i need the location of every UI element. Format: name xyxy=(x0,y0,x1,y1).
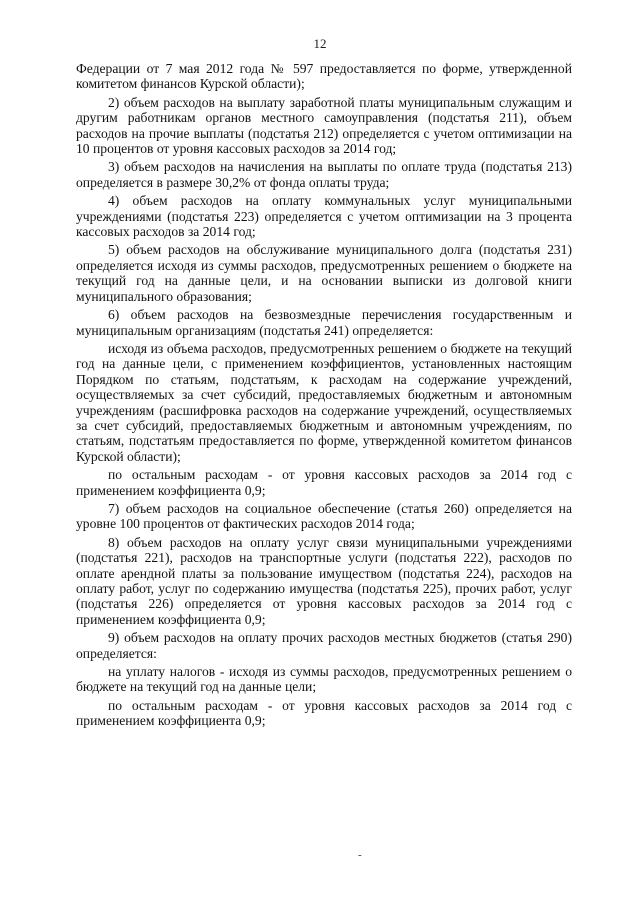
paragraph-13: по остальным расходам - от уровня кассовых расходов за 2014 год с применением коэффициента 0,9; xyxy=(76,697,572,729)
paragraph-9: 7) объем расходов на социальное обеспечение (статья 260) определяется на уровне 100 процентов от фактических расходов 2014 года; xyxy=(76,500,572,532)
paragraph-4: 4) объем расходов на оплату коммунальных услуг муниципальными учреждениями (подстатья 223) определяется с учетом оптимизации на 3 процента кассовых расходов за 2014 год; xyxy=(76,193,572,240)
page-number: 12 xyxy=(313,36,327,51)
paragraph-8: по остальным расходам - от уровня кассовых расходов за 2014 год с применением коэффициента 0,9; xyxy=(76,467,572,498)
paragraph-1: Федерации от 7 мая 2012 года № 597 предоставляется по форме, утвержденной комитетом финансов Курской области); xyxy=(76,61,572,92)
paragraph-3: 3) объем расходов на начисления на выплаты по оплате труда (подстатья 213) определяется в размере 30,2% от фонда оплаты труда; xyxy=(76,159,572,190)
paragraph-12: на уплату налогов - исходя из суммы расходов, предусмотренных решением о бюджете на текущий год на данные цели; xyxy=(76,664,572,695)
paragraph-5: 5) объем расходов на обслуживание муниципального долга (подстатья 231) определяется исходя из суммы расходов, предусмотренных решением о бюджете на текущий год на данные цели, и на основании выписки из долговой книги муниципального образования; xyxy=(76,242,572,304)
paragraph-6: 6) объем расходов на безвозмездные перечисления государственным и муниципальным организациям (подстатья 241) определяется: xyxy=(76,307,572,338)
document-body xyxy=(76,61,572,732)
paragraph-11: 9) объем расходов на оплату прочих расходов местных бюджетов (статья 290) определяется: xyxy=(76,630,572,661)
paragraph-10: 8) объем расходов на оплату услуг связи муниципальными учреждениями (подстатья 221), расходов на транспортные услуги (подстатья 222), расходов по оплате арендной платы за пользование имуществом (подстатья 224), расходов на оплату работ, услуг по содержанию имущества (подстатья 225), прочих работ, услуг (подстатья 226) определяется от уровня кассовых расходов за 2014 год с применением коэффициента 0,9; xyxy=(76,534,572,627)
footer-mark: - xyxy=(358,849,362,861)
paragraph-7: исходя из объема расходов, предусмотренных решением о бюджете на текущий год на данные цели, с применением коэффициентов, установленных настоящим Порядком по статьям, подстатьям, к расходам на содержание учреждений, осуществляемых за счет субсидий, предоставляемых бюджетным и автономным учреждениям (расшифровка расходов на содержание учреждений, осуществляемых за счет субсидий, предоставляемых бюджетным и автономным учреждениям, по статьям, подстатьям предоставляется по форме, утвержденной комитетом финансов Курской области); xyxy=(76,340,572,464)
paragraph-2: 2) объем расходов на выплату заработной платы муниципальным служащим и другим работникам органов местного самоуправления (подстатья 211), объем расходов на прочие выплаты (подстатья 212) определяется с учетом оптимизации на 10 процентов от уровня кассовых расходов за 2014 год; xyxy=(76,94,572,157)
